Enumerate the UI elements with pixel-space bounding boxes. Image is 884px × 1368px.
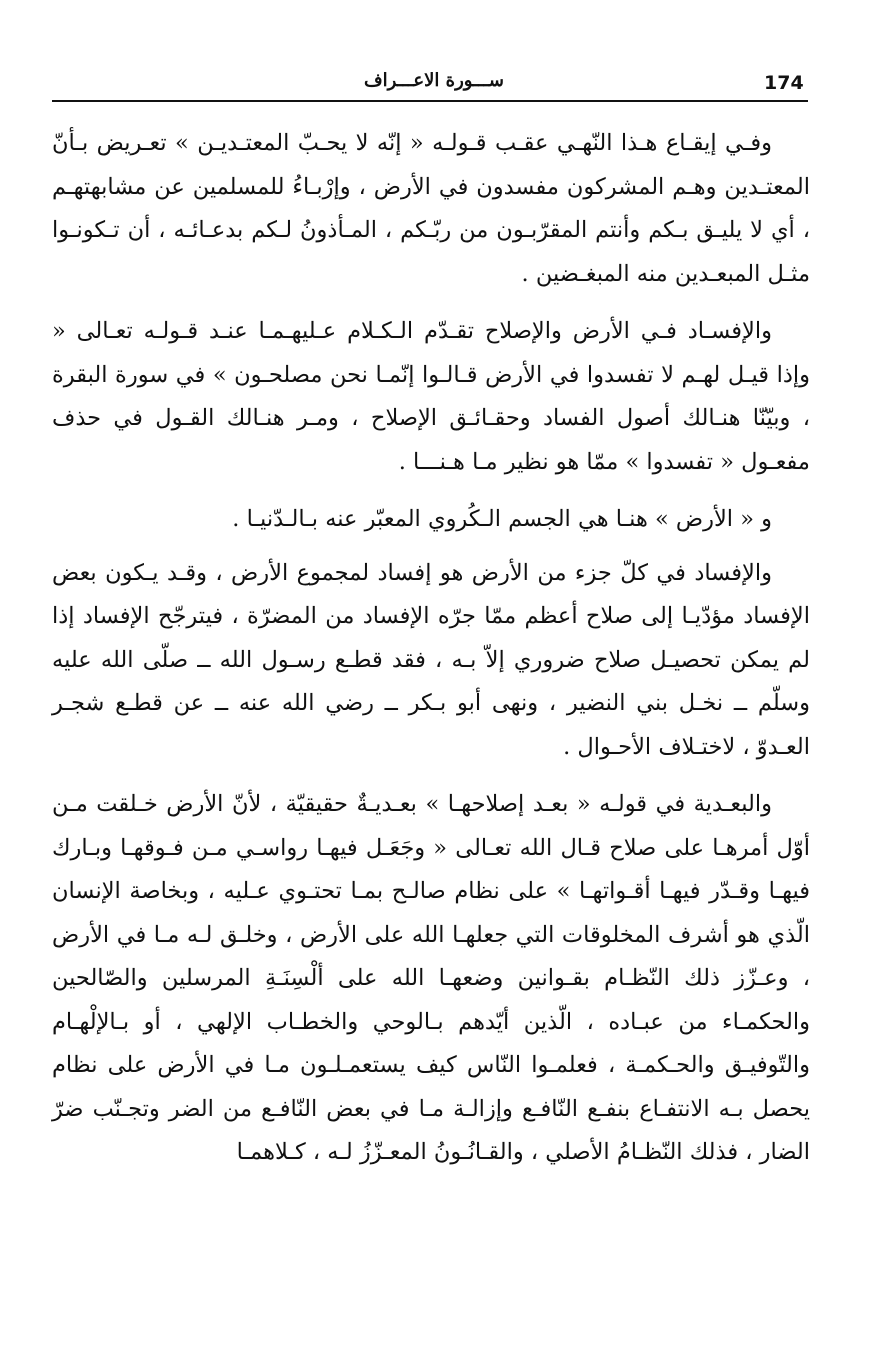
paragraph-1: وفـي إيقـاع هـذا النّهـي عقـب قـولـه « إنّه لا يحـبّ المعتـديـن » تعـريض بـأنّ المعتـدين وهـم المشركون مفسدون في الأرض ، وإرْبـاءُ للمسلمين عن مشابهتهـم ، أي لا يليـق بـكم وأنتم المقرّبـون من ربّـكم ، المـأذونُ لـكم بدعـائـه ، أن تـكونـوا مثـل المبعـدين منه المبغـضين . — [52, 130, 810, 287]
page-number: 174 — [764, 72, 804, 94]
header-rule — [52, 100, 808, 102]
paragraph-4: والإفساد في كلّ جزء من الأرض هو إفساد لمجموع الأرض ، وقـد يـكون بعض الإفساد مؤدّيـا إلى صلاح أعظم ممّا جرّه الإفساد من المضرّة ، فيترجّح الإفساد إذا لم يمكن تحصيـل صلاح ضروري إلاّ بـه ، فقد قطـع رسـول الله ــ صلّى الله عليه وسلّم ــ نخـل بني النضير ، ونهى أبو بـكر ــ رضي الله عنه ــ عن قطـع شجـر العـدوّ ، لاختـلاف الأحـوال . — [52, 559, 810, 760]
page-header — [52, 68, 808, 102]
paragraph-5: والبعـدية في قولـه « بعـد إصلاحهـا » بعـديـةٌ حقيقيّة ، لأنّ الأرض خـلقت مـن أوّل أمرهـا على صلاح قـال الله تعـالى « وجَعَـل فيهـا رواسـي مـن فـوقهـا وبـارك فيهـا وقـدّر فيهـا أقـواتهـا » على نظام صالـح بمـا تحتـوي عـليه ، وبخاصة الإنسان الّذي هو أشرف المخلوقات التي جعلهـا الله على الأرض ، وخلـق لـه مـا في الأرض ، وعـزّز ذلك النّظـام بقـوانين وضعهـا الله على ألْسِنَـةِ المرسلين والصّالحين والحكمـاء من عبـاده ، الّذين أيّدهم بـالوحي والخطـاب الإلهي ، أو بـالإلْهـام والتّوفيـق والحـكمـة ، فعلمـوا النّاس كيف يستعمـلـون مـا في الأرض على نظام يحصل بـه الانتفـاع بنفـع النّافـع وإزالـة مـا في بعض النّافـع من الضر وتجـنّب ضرّ الضار ، فذلك النّظـامُ الأصلي ، والقـانُـونُ المعـزّزُ لـه ، كـلاهمـا — [52, 791, 810, 1165]
running-title: ســـورة الاعـــراف — [364, 70, 505, 91]
paragraph-3: و « الأرض » هنـا هي الجسم الـكُروي المعبّر عنه بـالـدّنيـا . — [232, 506, 772, 532]
paragraph-2: والإفسـاد فـي الأرض والإصلاح تقـدّم الـكـلام عـليهـمـا عنـد قـولـه تعـالى « وإذا قيـل لهـم لا تفسدوا في الأرض قـالـوا إنّمـا نحن مصلحـون » في سورة البقرة ، وبيّنّا هنـالك أصول الفساد وحقـائـق الإصلاح ، ومـر هنـالك القـول في حذف مفعـول « تفسدوا » ممّا هو نظير مـا هـنـــا . — [52, 318, 810, 475]
body-text — [52, 122, 810, 1189]
